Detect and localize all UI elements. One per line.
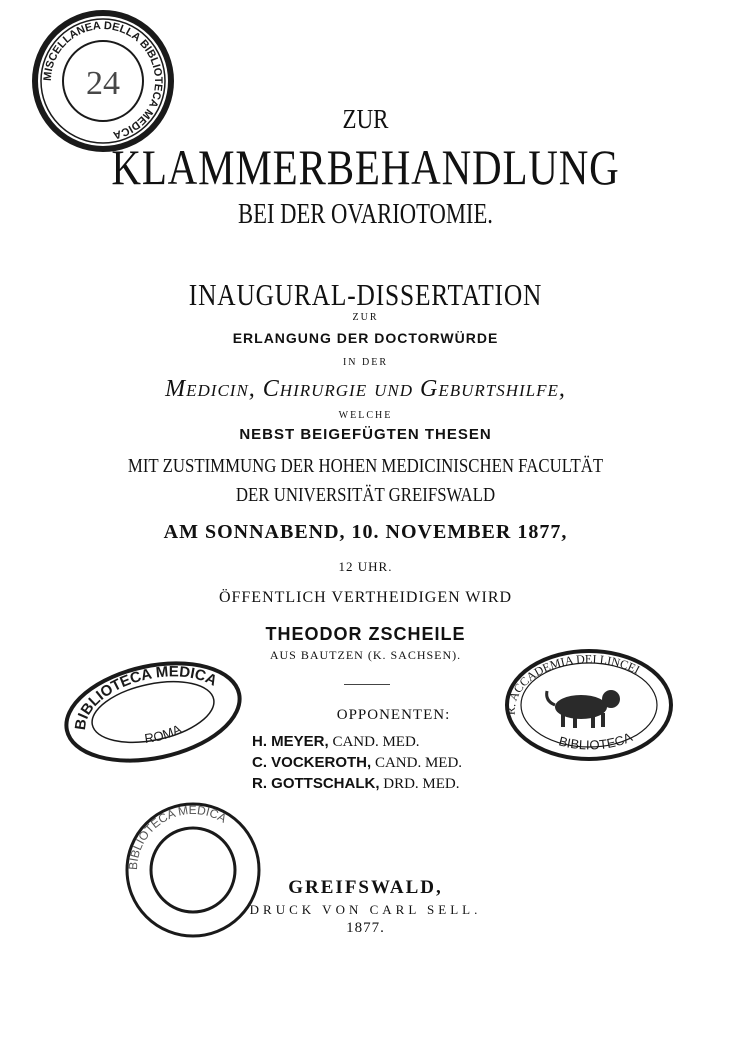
- faculty-text: MIT ZUSTIMMUNG DER HOHEN MEDICINISCHEN FACULTÄT: [127, 455, 604, 477]
- opponent-name: C. VOCKEROTH,: [252, 754, 372, 771]
- opponents-heading: OPPONENTEN:: [336, 707, 451, 723]
- imprint-city: GREIFSWALD,: [288, 877, 443, 898]
- defense-text: ÖFFENTLICH VERTHEIDIGEN WIRD: [218, 589, 513, 606]
- svg-text:R. ACCADEMIA DEI LINCEI: R. ACCADEMIA DEI LINCEI: [503, 651, 643, 716]
- svg-text:BIBLIOTECA: BIBLIOTECA: [557, 729, 635, 753]
- university-text: DER UNIVERSITÄT GREIFSWALD: [235, 484, 496, 506]
- page-title: KLAMMERBEHANDLUNG: [111, 139, 620, 195]
- svg-text:BIBLIOTECA MEDICA: BIBLIOTECA MEDICA: [125, 802, 230, 871]
- author-origin: AUS BAUTZEN (K. SACHSEN).: [269, 648, 462, 662]
- opponent-title: DRD. MED.: [383, 776, 460, 792]
- erlangung-text: ERLANGUNG DER DOCTORWÜRDE: [232, 330, 499, 346]
- in-der-text: IN DER: [342, 357, 389, 368]
- opponent-row: [252, 775, 460, 793]
- title-prefix: ZUR: [342, 104, 389, 134]
- opponent-name: R. GOTTSCHALK,: [252, 775, 380, 792]
- welche-text: WELCHE: [338, 410, 393, 421]
- academy-stamp-right: [501, 645, 676, 765]
- svg-text:BIBLIOTECA MEDICA: BIBLIOTECA MEDICA: [71, 663, 220, 732]
- opponent-row: [252, 733, 420, 751]
- defense-time: 12 UHR.: [338, 559, 393, 574]
- author-name: THEODOR ZSCHEILE: [265, 624, 466, 644]
- zur-text: ZUR: [352, 312, 379, 323]
- svg-text:ROMA: ROMA: [143, 721, 184, 747]
- opponent-row: [252, 754, 462, 772]
- page-subtitle: BEI DER OVARIOTOMIE.: [238, 198, 493, 230]
- thesen-text: NEBST BEIGEFÜGTEN THESEN: [239, 426, 492, 443]
- stamp-shelf-number: 24: [86, 65, 120, 102]
- divider: [344, 684, 390, 685]
- defense-date: AM SONNABEND, 10. NOVEMBER 1877,: [163, 521, 568, 543]
- imprint-printer: DRUCK VON CARL SELL.: [249, 902, 482, 917]
- opponent-name: H. MEYER,: [252, 733, 329, 750]
- dissertation-heading: INAUGURAL-DISSERTATION: [188, 277, 543, 312]
- opponent-title: CAND. MED.: [374, 755, 463, 771]
- opponent-title: CAND. MED.: [332, 734, 420, 750]
- svg-text:MISCELLANEA DELLA BIBLIOTECA M: MISCELLANEA DELLA BIBLIOTECA MEDICA: [41, 19, 165, 141]
- imprint-year: 1877.: [346, 920, 385, 936]
- fields-of-study: Medicin, Chirurgie und Geburtshilfe,: [165, 376, 566, 402]
